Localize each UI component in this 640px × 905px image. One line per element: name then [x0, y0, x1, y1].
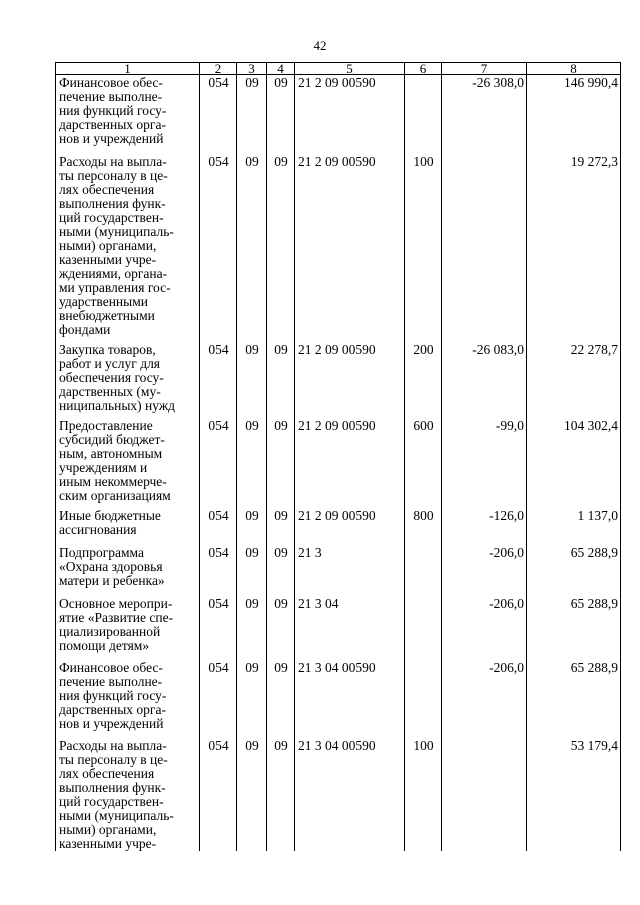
ministry-code: 054	[200, 660, 237, 738]
total-amount: 65 288,9	[527, 545, 621, 596]
change-amount	[442, 154, 527, 342]
target-article-code: 21 3 04 00590	[295, 738, 405, 851]
expense-name: Расходы на выпла- ты персоналу в це- лях обеспечения выполнения функ- ций государствен- ными (муниципаль- ными) органами, казенными учре- ждениями, органа- ми управления гос- ударственными внебюджетными фондами	[56, 154, 200, 342]
target-article-code: 21 3 04 00590	[295, 660, 405, 738]
expense-name: Финансовое обес- печение выполне- ния функций госу- дарственных орга- нов и учреждений	[56, 660, 200, 738]
section-code: 09	[237, 342, 267, 418]
target-article-code: 21 2 09 00590	[295, 154, 405, 342]
change-amount: -206,0	[442, 660, 527, 738]
column-number: 2	[200, 63, 237, 75]
subsection-code: 09	[267, 660, 295, 738]
subsection-code: 09	[267, 75, 295, 155]
total-amount: 1 137,0	[527, 508, 621, 545]
expense-type-code: 100	[405, 738, 442, 851]
subsection-code: 09	[267, 154, 295, 342]
table-row	[56, 738, 621, 851]
table-row	[56, 596, 621, 660]
table-row	[56, 545, 621, 596]
column-number: 3	[237, 63, 267, 75]
budget-table	[55, 62, 621, 851]
expense-name: Предоставление субсидий бюджет- ным, автономным учреждениям и иным некоммерче- ским организациям	[56, 418, 200, 508]
change-amount: -26 083,0	[442, 342, 527, 418]
expense-name: Финансовое обес- печение выполне- ния функций госу- дарственных орга- нов и учреждений	[56, 75, 200, 155]
subsection-code: 09	[267, 418, 295, 508]
column-number: 6	[405, 63, 442, 75]
column-number: 4	[267, 63, 295, 75]
change-amount: -99,0	[442, 418, 527, 508]
target-article-code: 21 2 09 00590	[295, 75, 405, 155]
target-article-code: 21 2 09 00590	[295, 342, 405, 418]
expense-type-code: 800	[405, 508, 442, 545]
table-row	[56, 75, 621, 155]
change-amount: -206,0	[442, 545, 527, 596]
section-code: 09	[237, 596, 267, 660]
section-code: 09	[237, 660, 267, 738]
total-amount: 53 179,4	[527, 738, 621, 851]
section-code: 09	[237, 154, 267, 342]
expense-type-code	[405, 596, 442, 660]
change-amount	[442, 738, 527, 851]
column-number: 8	[527, 63, 621, 75]
target-article-code: 21 3	[295, 545, 405, 596]
section-code: 09	[237, 75, 267, 155]
table-row	[56, 342, 621, 418]
table-row	[56, 418, 621, 508]
total-amount: 104 302,4	[527, 418, 621, 508]
ministry-code: 054	[200, 545, 237, 596]
table-body	[56, 75, 621, 852]
column-number: 7	[442, 63, 527, 75]
ministry-code: 054	[200, 596, 237, 660]
ministry-code: 054	[200, 75, 237, 155]
target-article-code: 21 2 09 00590	[295, 418, 405, 508]
expense-name: Закупка товаров, работ и услуг для обеспечения госу- дарственных (му- ниципальных) нужд	[56, 342, 200, 418]
subsection-code: 09	[267, 508, 295, 545]
section-code: 09	[237, 418, 267, 508]
table-row	[56, 508, 621, 545]
change-amount: -206,0	[442, 596, 527, 660]
expense-type-code: 100	[405, 154, 442, 342]
expense-type-code	[405, 660, 442, 738]
ministry-code: 054	[200, 508, 237, 545]
expense-type-code	[405, 75, 442, 155]
subsection-code: 09	[267, 596, 295, 660]
target-article-code: 21 3 04	[295, 596, 405, 660]
column-number-row	[56, 63, 621, 75]
expense-name: Иные бюджетные ассигнования	[56, 508, 200, 545]
section-code: 09	[237, 738, 267, 851]
page-number: 42	[313, 38, 327, 53]
total-amount: 22 278,7	[527, 342, 621, 418]
expense-type-code: 600	[405, 418, 442, 508]
total-amount: 146 990,4	[527, 75, 621, 155]
expense-name: Подпрограмма «Охрана здоровья матери и ребенка»	[56, 545, 200, 596]
ministry-code: 054	[200, 738, 237, 851]
change-amount: -126,0	[442, 508, 527, 545]
column-number: 5	[295, 63, 405, 75]
subsection-code: 09	[267, 738, 295, 851]
column-number: 1	[56, 63, 200, 75]
expense-type-code: 200	[405, 342, 442, 418]
section-code: 09	[237, 545, 267, 596]
section-code: 09	[237, 508, 267, 545]
expense-name: Основное меропри- ятие «Развитие спе- циализированной помощи детям»	[56, 596, 200, 660]
total-amount: 19 272,3	[527, 154, 621, 342]
expense-name: Расходы на выпла- ты персоналу в це- лях обеспечения выполнения функ- ций государствен- ными (муниципаль- ными) органами, казенными учре-	[56, 738, 200, 851]
target-article-code: 21 2 09 00590	[295, 508, 405, 545]
ministry-code: 054	[200, 418, 237, 508]
subsection-code: 09	[267, 342, 295, 418]
total-amount: 65 288,9	[527, 596, 621, 660]
change-amount: -26 308,0	[442, 75, 527, 155]
subsection-code: 09	[267, 545, 295, 596]
ministry-code: 054	[200, 154, 237, 342]
expense-type-code	[405, 545, 442, 596]
total-amount: 65 288,9	[527, 660, 621, 738]
table-row	[56, 660, 621, 738]
table-header	[56, 63, 621, 75]
ministry-code: 054	[200, 342, 237, 418]
table-row	[56, 154, 621, 342]
